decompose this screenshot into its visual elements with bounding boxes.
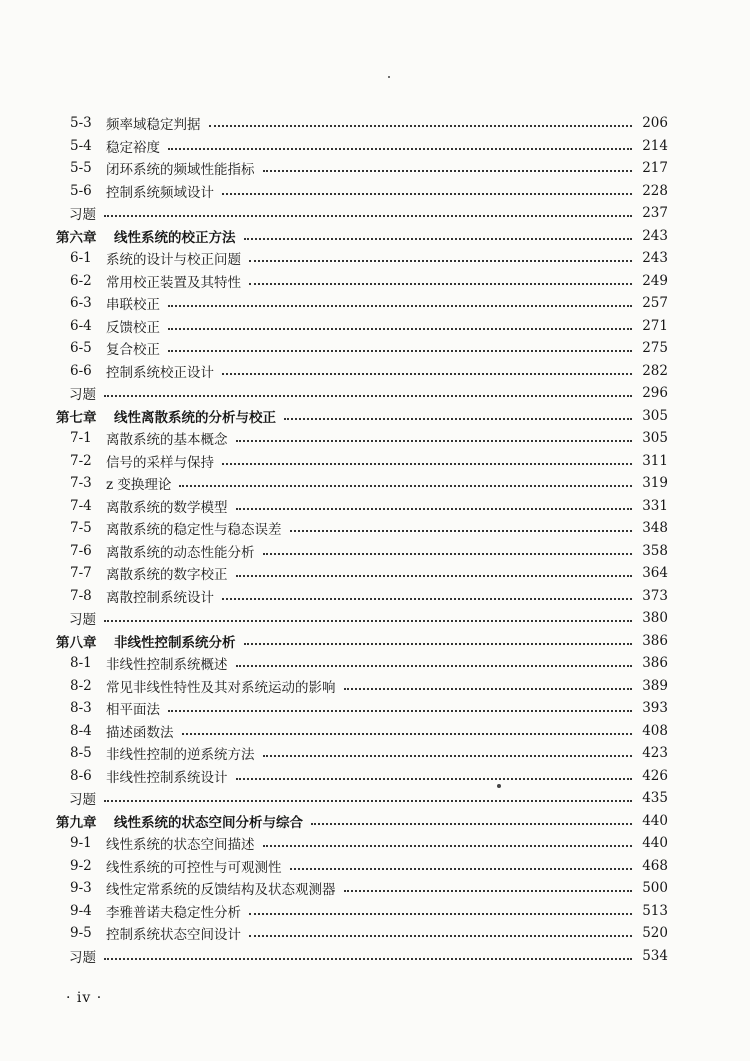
- toc-section-row: [0, 360, 668, 382]
- toc-entry-lead: [56, 226, 240, 246]
- toc-entry-title: 离散系统的数学模型: [106, 499, 228, 516]
- dot-leader: [222, 598, 632, 600]
- dot-leader: [244, 643, 633, 645]
- toc-entry-number: 7-2: [70, 452, 92, 469]
- toc-entry-number: 9-2: [70, 857, 92, 874]
- toc-entry-page: 389: [642, 677, 668, 694]
- dot-leader: [290, 530, 633, 532]
- toc-entry-title: 常见非线性特性及其对系统运动的影响: [106, 679, 336, 696]
- toc-section-row: [0, 472, 668, 494]
- toc-entry-lead: [70, 158, 259, 178]
- toc-entry-lead: [70, 338, 164, 358]
- toc-entry-number: 9-5: [70, 925, 92, 941]
- toc-entry-title: 控制系统频域设计: [106, 184, 214, 201]
- toc-entry-page: 380: [642, 610, 668, 626]
- toc-entry-title: 线性离散系统的分析与校正: [114, 409, 276, 426]
- toc-exercise-row: [0, 945, 668, 967]
- dot-leader: [236, 575, 633, 577]
- toc-entry-number: 5-4: [70, 137, 92, 154]
- dot-leader: [236, 440, 633, 442]
- toc-entry-title: 非线性控制的逆系统方法: [106, 747, 255, 763]
- dot-leader: [344, 688, 633, 690]
- dot-leader: [104, 215, 632, 217]
- toc-entry-number: 6-1: [70, 250, 92, 266]
- dot-leader: [236, 665, 633, 667]
- toc-section-row: [0, 337, 668, 359]
- toc-entry-title: 常用校正装置及其特性: [106, 274, 241, 291]
- toc-entry-lead: [70, 721, 178, 741]
- toc-entry-page: 500: [642, 880, 668, 896]
- toc-entry-lead: [70, 271, 245, 291]
- toc-entry-lead: [69, 608, 100, 628]
- toc-entry-number: 7-6: [70, 542, 92, 559]
- toc-section-row: [0, 765, 668, 787]
- toc-entry-number: 第六章: [56, 229, 97, 246]
- dot-leader: [284, 418, 632, 420]
- toc-entry-number: 8-2: [70, 677, 92, 694]
- toc-section-row: [0, 450, 668, 472]
- dot-leader: [236, 778, 633, 780]
- toc-exercise-row: [0, 787, 668, 809]
- toc-entry-number: 8-4: [70, 722, 92, 739]
- toc-entry-page: 386: [642, 632, 668, 649]
- toc-section-row: [0, 247, 668, 269]
- toc-entry-page: 305: [642, 430, 668, 446]
- toc-section-row: [0, 180, 668, 202]
- toc-entry-lead: [69, 788, 100, 808]
- toc-entry-page: 348: [642, 520, 668, 536]
- toc-section-row: [0, 540, 668, 562]
- toc-entry-title: 串联校正: [106, 297, 160, 313]
- toc-entry-page: 364: [642, 565, 668, 581]
- dot-leader: [263, 755, 633, 757]
- dot-leader: [222, 193, 632, 195]
- toc-entry-number: 6-2: [70, 272, 92, 289]
- dot-leader: [168, 350, 632, 352]
- toc-entry-page: 423: [642, 745, 668, 761]
- dot-leader: [168, 305, 632, 307]
- toc-entry-page: 435: [642, 790, 668, 806]
- toc-entry-page: 228: [642, 182, 668, 199]
- toc-entry-title: z 变换理论: [106, 477, 172, 493]
- toc-entry-page: 408: [642, 722, 668, 739]
- toc-exercise-row: [0, 382, 668, 404]
- toc-entry-page: 275: [642, 340, 668, 356]
- dot-leader: [263, 553, 633, 555]
- toc-section-row: [0, 855, 668, 877]
- toc-entry-number: 6-5: [70, 340, 92, 356]
- toc-entry-number: 6-3: [70, 295, 92, 311]
- dot-leader: [249, 260, 632, 262]
- scan-speck: [388, 76, 390, 78]
- dot-leader: [209, 125, 633, 127]
- toc-entry-lead: [70, 878, 340, 898]
- toc-entry-number: 5-6: [70, 182, 92, 199]
- toc-entry-title: 控制系统状态空间设计: [106, 927, 241, 943]
- toc-section-row: [0, 922, 668, 944]
- toc-entry-lead: [70, 113, 205, 133]
- toc-entry-number: 7-3: [70, 475, 92, 491]
- dot-leader: [179, 485, 632, 487]
- toc-entry-lead: [56, 406, 280, 426]
- toc-section-row: [0, 292, 668, 314]
- toc-entry-page: 271: [642, 317, 668, 334]
- toc-entry-number: 9-3: [70, 880, 92, 896]
- toc-section-row: [0, 652, 668, 674]
- toc-entry-lead: [70, 361, 218, 381]
- dot-leader: [244, 238, 633, 240]
- toc-entry-page: 520: [642, 925, 668, 941]
- toc-entry-page: 393: [642, 700, 668, 716]
- toc-entry-lead: [70, 496, 232, 516]
- toc-entry-lead: [69, 946, 100, 966]
- toc-entry-title: 反馈校正: [106, 319, 160, 336]
- toc-entry-title: 李雅普诺夫稳定性分析: [106, 904, 241, 921]
- toc-entry-page: 243: [642, 250, 668, 266]
- dot-leader: [182, 733, 633, 735]
- toc-entry-number: 5-5: [70, 160, 92, 176]
- toc-entry-title: 习题: [69, 792, 96, 808]
- toc-entry-number: 7-7: [70, 565, 92, 581]
- toc-entry-page: 282: [642, 362, 668, 379]
- toc-entry-title: 闭环系统的频域性能指标: [106, 162, 255, 178]
- toc-entry-title: 线性系统的可控性与可观测性: [106, 859, 282, 876]
- toc-section-row: [0, 112, 668, 134]
- toc-entry-lead: [70, 766, 232, 786]
- toc-entry-page: 311: [642, 452, 668, 469]
- toc-entry-page: 440: [642, 812, 668, 829]
- toc-entry-number: 9-4: [70, 902, 92, 919]
- toc-entry-lead: [70, 743, 259, 763]
- toc-entry-page: 243: [642, 227, 668, 244]
- toc-entry-lead: [70, 563, 232, 583]
- toc-entry-lead: [69, 383, 100, 403]
- toc-entry-title: 离散系统的数字校正: [106, 567, 228, 583]
- dot-leader: [222, 463, 632, 465]
- toc-entry-page: 440: [642, 835, 668, 851]
- toc-entry-page: 319: [642, 475, 668, 491]
- toc-section-row: [0, 157, 668, 179]
- dot-leader: [344, 890, 633, 892]
- toc-entry-title: 复合校正: [106, 342, 160, 358]
- toc-entry-number: 7-5: [70, 520, 92, 536]
- toc-entry-title: 非线性控制系统分析: [114, 634, 236, 651]
- toc-entry-page: 426: [642, 767, 668, 784]
- toc-entry-page: 305: [642, 407, 668, 424]
- toc-entry-title: 线性系统的状态空间描述: [106, 837, 255, 853]
- toc-entry-number: 8-3: [70, 700, 92, 716]
- toc-entry-lead: [56, 631, 240, 651]
- toc-entry-title: 控制系统校正设计: [106, 364, 214, 381]
- toc-chapter-row: [0, 225, 668, 247]
- toc-entry-lead: [70, 901, 245, 921]
- dot-leader: [104, 620, 632, 622]
- toc-entry-page: 257: [642, 295, 668, 311]
- toc-entry-page: 206: [642, 115, 668, 131]
- toc-entry-title: 习题: [69, 949, 96, 966]
- toc-entry-page: 513: [642, 902, 668, 919]
- toc-entry-title: 离散控制系统设计: [106, 589, 214, 606]
- dot-leader: [104, 395, 632, 397]
- toc-section-row: [0, 675, 668, 697]
- toc-entry-title: 习题: [69, 387, 96, 403]
- toc-entry-title: 线性系统的校正方法: [114, 229, 236, 246]
- toc-entry-title: 频率域稳定判据: [106, 117, 201, 133]
- toc-entry-lead: [70, 451, 218, 471]
- toc-entry-page: 217: [642, 160, 668, 176]
- toc-entry-lead: [70, 518, 286, 538]
- toc-entry-page: 468: [642, 857, 668, 874]
- toc-chapter-row: [0, 630, 668, 652]
- toc-entry-page: 296: [642, 385, 668, 401]
- toc-section-row: [0, 585, 668, 607]
- toc-entry-title: 线性定常系统的反馈结构及状态观测器: [106, 882, 336, 898]
- toc-entry-number: 8-5: [70, 745, 92, 761]
- toc-entry-number: 第七章: [56, 409, 97, 426]
- toc-entry-page: 249: [642, 272, 668, 289]
- toc-section-row: [0, 495, 668, 517]
- dot-leader: [236, 508, 633, 510]
- toc-entry-number: 8-6: [70, 767, 92, 784]
- toc-entry-title: 离散系统的稳定性与稳态误差: [106, 522, 282, 538]
- toc-section-row: [0, 832, 668, 854]
- toc-entry-page: 358: [642, 542, 668, 559]
- toc-entry-lead: [70, 923, 245, 943]
- toc-section-row: [0, 742, 668, 764]
- toc-entry-title: 线性系统的状态空间分析与综合: [114, 814, 303, 831]
- dot-leader: [249, 283, 632, 285]
- toc-entry-title: 离散系统的动态性能分析: [106, 544, 255, 561]
- toc-section-row: [0, 697, 668, 719]
- toc-chapter-row: [0, 810, 668, 832]
- toc-entry-number: 第九章: [56, 814, 97, 831]
- dot-leader: [263, 845, 633, 847]
- toc-entry-lead: [70, 316, 164, 336]
- toc-entry-title: 信号的采样与保持: [106, 454, 214, 471]
- dot-leader: [168, 328, 632, 330]
- toc-entry-lead: [70, 586, 218, 606]
- toc-section-row: [0, 315, 668, 337]
- toc-entry-title: 相平面法: [106, 702, 160, 718]
- toc-entry-lead: [56, 811, 307, 831]
- toc-entry-number: 6-6: [70, 362, 92, 379]
- toc-entry-number: 7-8: [70, 587, 92, 604]
- toc-entry-number: 7-1: [70, 430, 92, 446]
- toc-entry-title: 描述函数法: [106, 724, 174, 741]
- dot-leader: [168, 710, 632, 712]
- toc-entry-number: 6-4: [70, 317, 92, 334]
- toc-entry-page: 386: [642, 655, 668, 671]
- toc-entry-lead: [70, 676, 340, 696]
- toc-entry-number: 5-3: [70, 115, 92, 131]
- dot-leader: [249, 935, 632, 937]
- dot-leader: [311, 823, 632, 825]
- toc-entry-lead: [70, 856, 286, 876]
- toc-section-row: [0, 562, 668, 584]
- toc-entry-lead: [70, 833, 259, 853]
- dot-leader: [263, 170, 633, 172]
- toc-section-row: [0, 517, 668, 539]
- toc-entry-page: 237: [642, 205, 668, 221]
- toc-exercise-row: [0, 607, 668, 629]
- scan-speck: [497, 784, 501, 788]
- toc-entry-lead: [70, 181, 218, 201]
- toc-chapter-row: [0, 405, 668, 427]
- page-number: · iv ·: [66, 990, 103, 1006]
- toc-entry-lead: [70, 653, 232, 673]
- toc-section-row: [0, 427, 668, 449]
- dot-leader: [104, 800, 632, 802]
- dot-leader: [222, 373, 632, 375]
- toc-section-row: [0, 877, 668, 899]
- dot-leader: [290, 868, 633, 870]
- toc-entry-title: 非线性控制系统概述: [106, 657, 228, 673]
- toc-entry-lead: [70, 698, 164, 718]
- toc-entry-title: 习题: [69, 612, 96, 628]
- toc-entry-number: 9-1: [70, 835, 92, 851]
- toc-exercise-row: [0, 202, 668, 224]
- toc-section-row: [0, 720, 668, 742]
- dot-leader: [104, 958, 632, 960]
- dot-leader: [168, 148, 632, 150]
- toc-entry-lead: [70, 248, 245, 268]
- toc-entry-lead: [70, 293, 164, 313]
- toc-section-row: [0, 900, 668, 922]
- dot-leader: [249, 913, 632, 915]
- toc-entry-title: 习题: [69, 207, 96, 223]
- toc-entry-lead: [70, 136, 164, 156]
- toc-entry-number: 第八章: [56, 634, 97, 651]
- toc-entry-page: 373: [642, 587, 668, 604]
- toc-entry-title: 系统的设计与校正问题: [106, 252, 241, 268]
- toc-entry-lead: [70, 428, 232, 448]
- toc-section-row: [0, 135, 668, 157]
- toc-entry-title: 非线性控制系统设计: [106, 769, 228, 786]
- toc-entry-page: 534: [642, 947, 668, 964]
- toc-entry-page: 331: [642, 497, 668, 514]
- toc-entry-lead: [70, 541, 259, 561]
- toc-entry-lead: [69, 203, 100, 223]
- toc-entry-title: 离散系统的基本概念: [106, 432, 228, 448]
- toc-entry-title: 稳定裕度: [106, 139, 160, 156]
- toc-entry-page: 214: [642, 137, 668, 154]
- toc-section-row: [0, 270, 668, 292]
- toc-entry-number: 8-1: [70, 655, 92, 671]
- toc-entry-lead: [70, 473, 175, 493]
- toc-entry-number: 7-4: [70, 497, 92, 514]
